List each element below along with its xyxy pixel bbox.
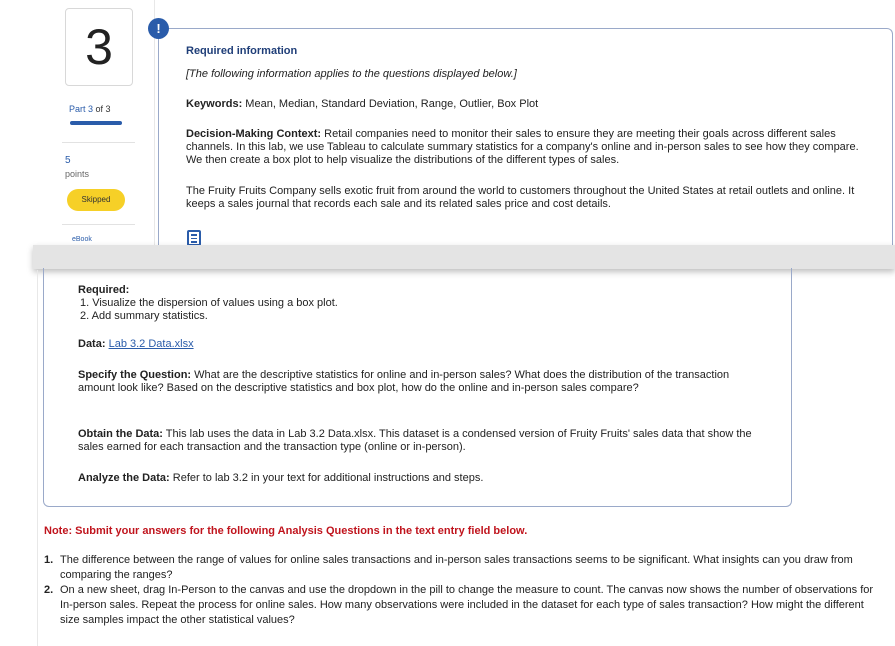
points-value: 5 — [65, 155, 71, 166]
required-info-title: Required information — [186, 45, 298, 57]
obtain-label: Obtain the Data: — [78, 428, 163, 440]
analyze-label: Analyze the Data: — [78, 472, 170, 484]
analysis-question — [44, 553, 884, 583]
specify-text: What are the descriptive statistics for online and in-person sales? What does the distribution of the transaction amount look like? Based on the descriptive statistics and box plot, how do the online and in-person sales compare? — [78, 369, 730, 394]
points-label: points — [65, 169, 90, 179]
submission-note: Note: Submit your answers for the following Analysis Questions in the text entry field below. — [44, 525, 528, 537]
page-divider — [37, 270, 38, 646]
decision-context — [186, 128, 866, 167]
divider — [62, 224, 135, 225]
required-item: 1. Visualize the dispersion of values using a box plot. — [80, 297, 338, 309]
keywords-label: Keywords: — [186, 98, 243, 110]
question-index: 2. — [44, 584, 54, 596]
question-index: 1. — [44, 554, 54, 566]
data-section — [78, 338, 758, 351]
analysis-questions — [44, 553, 884, 628]
question-text: On a new sheet, drag In-Person to the canvas and use the dropdown in the pill to change the measure to count. The canvas now shows the number of observations for In-person sales. Repeat the process for online sales. How many observations were included in the dataset for each type of sales transaction? How might the different size samples impact the other statistical values? — [60, 584, 874, 626]
analyze-text: Refer to lab 3.2 in your text for additional instructions and steps. — [169, 472, 484, 484]
question-text: The difference between the range of values for online sales transactions and in-person sales transactions seems to be significant. What insights can you draw from comparing the ranges? — [60, 554, 853, 581]
divider — [62, 142, 135, 143]
analysis-question — [44, 583, 884, 628]
keywords — [186, 98, 866, 111]
progress-bar — [70, 121, 122, 125]
part-current: Part 3 — [69, 104, 94, 114]
status-badge: Skipped — [67, 189, 125, 211]
company-description: The Fruity Fruits Company sells exotic fruit from around the world to customers throughout the United States at retail outlets and online. It keeps a sales journal that records each sale and its related sales price and cost details. — [186, 185, 855, 210]
part-total: of 3 — [93, 104, 111, 114]
question-number: 3 — [65, 8, 133, 86]
required-item: 2. Add summary statistics. — [80, 310, 208, 322]
keywords-text: Mean, Median, Standard Deviation, Range, Outlier, Box Plot — [242, 98, 539, 110]
screenshot-divider — [33, 245, 895, 269]
required-section — [78, 284, 758, 323]
obtain-data — [78, 428, 758, 454]
data-file-link[interactable]: Lab 3.2 Data.xlsx — [108, 338, 194, 350]
context-text: Retail companies need to monitor their sales to ensure they are meeting their goals across different sales channels. In this lab, we use Tableau to calculate summary statistics for a company's online and in-person sales to see how they compare. We then create a box plot to help visualize the distributions of the different types of sales. — [186, 128, 859, 166]
part-indicator — [69, 104, 111, 114]
obtain-text: This lab uses the data in Lab 3.2 Data.xlsx. This dataset is a condensed version of Fruity Fruits' sales data that show the sales earned for each transaction and the transaction type (online or in-person). — [78, 428, 752, 453]
top-section — [0, 0, 895, 245]
specify-label: Specify the Question: — [78, 369, 192, 381]
alert-icon: ! — [148, 18, 169, 39]
specify-question — [78, 369, 758, 395]
ebook-link[interactable]: eBook — [72, 236, 92, 243]
context-label: Decision-Making Context: — [186, 128, 322, 140]
analyze-data — [78, 472, 758, 485]
data-label: Data: — [78, 338, 106, 350]
required-info-subtitle: [The following information applies to the questions displayed below.] — [186, 68, 517, 80]
document-icon[interactable] — [187, 230, 201, 245]
required-label: Required: — [78, 284, 130, 296]
